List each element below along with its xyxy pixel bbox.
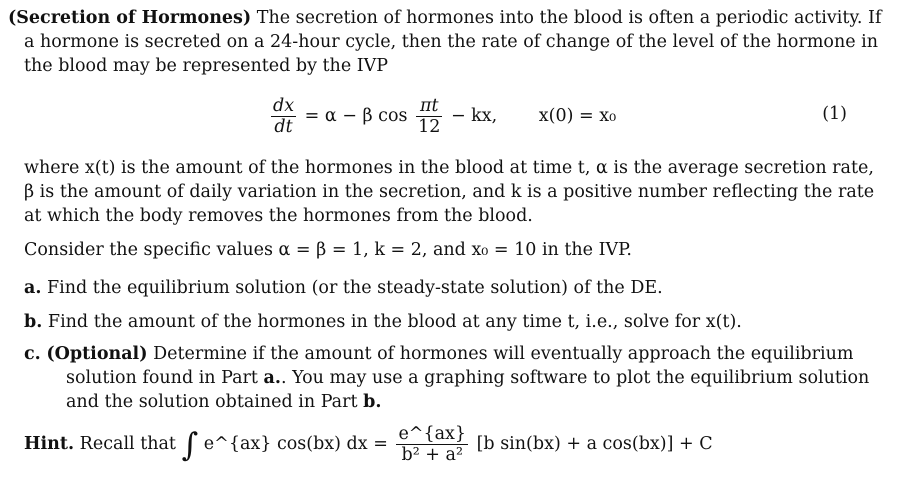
part-a-label: a.: [24, 278, 42, 298]
part-c-label: c.: [24, 344, 41, 364]
cos-argument-fraction: [416, 96, 442, 137]
part-b: [24, 310, 742, 334]
part-c-line-2: [66, 366, 869, 390]
part-c-text-2: solution found in Part: [66, 368, 258, 388]
problem-title: (Secretion of Hormones): [8, 8, 252, 28]
equation-rhs-b: − kx,: [450, 106, 498, 126]
part-c-line-3: [66, 390, 381, 414]
intro-line-2: a hormone is secreted on a 24-hour cycle, then the rate of change of the level of the hormone in: [24, 32, 879, 52]
part-c-ref-b: b.: [363, 392, 382, 412]
hint-label: Hint.: [24, 434, 75, 454]
integral-sign: ∫: [181, 425, 199, 464]
hint-fraction-numerator: e^{ax}: [398, 424, 467, 444]
hint-line: [24, 424, 713, 465]
equation-1: [268, 94, 616, 138]
consider-line: Consider the specific values α = β = 1, k = 2, and x₀ = 10 in the IVP.: [24, 240, 632, 260]
where-line-3: at which the body removes the hormones from the blood.: [24, 206, 533, 226]
intro-line-1: [8, 6, 881, 30]
intro-line-3: the blood may be represented by the IVP: [24, 56, 389, 76]
derivative-numerator: dx: [273, 96, 295, 116]
derivative-denominator: dt: [274, 117, 293, 137]
equation-rhs-a: = α − β cos: [304, 106, 408, 126]
hint-text: Recall that: [79, 434, 176, 454]
derivative-fraction: [271, 96, 296, 137]
part-a-text: Find the equilibrium solution (or the steady-state solution) of the DE.: [47, 278, 663, 298]
hint-fraction: [396, 424, 468, 465]
part-c-ref-a: a.: [263, 368, 281, 388]
part-a: [24, 276, 663, 300]
part-c: [24, 342, 853, 366]
part-c-optional: (Optional): [46, 344, 148, 364]
part-b-text: Find the amount of the hormones in the blood at any time t, i.e., solve for x(t).: [47, 312, 742, 332]
hint-bracket-expression: [b sin(bx) + a cos(bx)] + C: [476, 434, 713, 454]
where-line-2: β is the amount of daily variation in the secretion, and k is a positive number reflecting the rate: [24, 182, 875, 202]
part-c-text-3: and the solution obtained in Part: [66, 392, 358, 412]
hint-fraction-denominator: b² + a²: [401, 445, 463, 465]
where-line-1: where x(t) is the amount of the hormones in the blood at time t, α is the average secretion rate,: [24, 158, 874, 178]
part-b-label: b.: [24, 312, 43, 332]
part-c-text-1: Determine if the amount of hormones will eventually approach the equilibrium: [153, 344, 854, 364]
hint-integrand: e^{ax} cos(bx) dx =: [203, 434, 388, 454]
intro-text-1: The secretion of hormones into the blood is often a periodic activity. If: [256, 8, 882, 28]
cos-argument-numerator: πt: [416, 96, 442, 117]
equation-label: (1): [822, 104, 847, 124]
initial-condition: x(0) = x₀: [538, 106, 617, 126]
part-c-text-2-end: . You may use a graphing software to plot the equilibrium solution: [280, 368, 870, 388]
cos-argument-denominator: 12: [418, 117, 441, 137]
